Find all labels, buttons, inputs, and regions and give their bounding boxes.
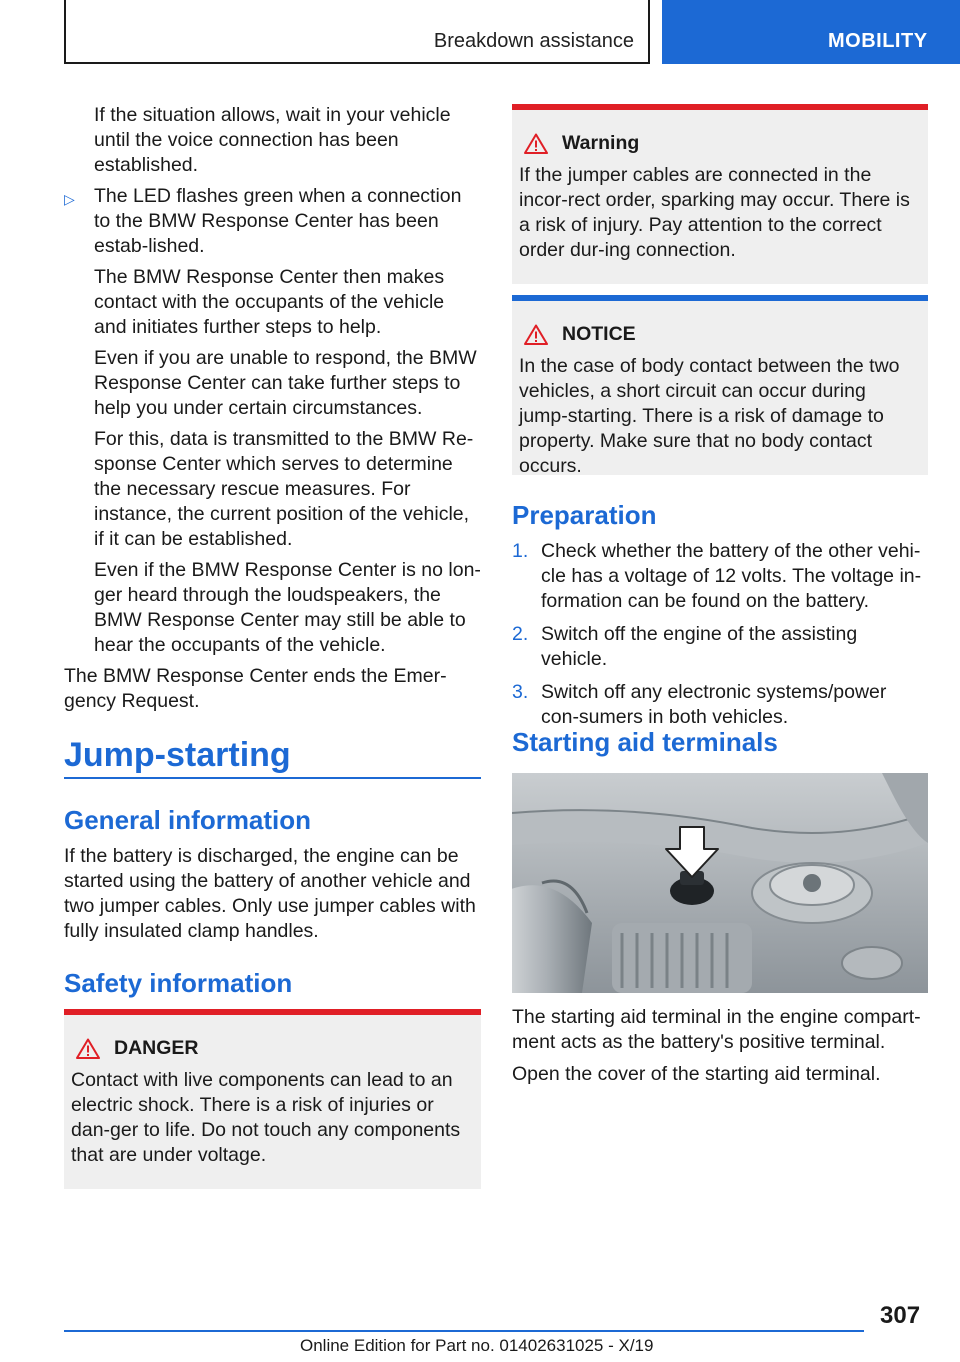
list-item <box>512 680 928 730</box>
danger-title: DANGER <box>114 1037 199 1059</box>
notice-title-row <box>524 323 928 346</box>
heading-jump-starting: Jump-starting <box>64 736 291 774</box>
notice-box <box>512 295 928 475</box>
heading-preparation: Preparation <box>512 500 657 530</box>
heading-safety-information: Safety information <box>64 968 293 998</box>
warning-bar <box>512 104 928 110</box>
warning-title: Warning <box>562 132 640 154</box>
running-header-section <box>64 0 650 64</box>
step-text: Switch off the engine of the assisting vehicle. <box>541 623 858 670</box>
danger-text: Contact with live components can lead to an electric shock. There is a risk of injuries or dan-ger to life. Do not touch any components that are under voltage. <box>71 1069 461 1166</box>
terminal-description: The starting aid terminal in the engine compart-ment acts as the battery's positive terminal. <box>512 1006 921 1053</box>
heading-rule <box>64 777 481 779</box>
step-number: 3. <box>512 681 529 703</box>
general-information-text: If the battery is discharged, the engine can be started using the battery of another vehicle and two jumper cables. Only use jumper cables with fully insulated clamp handles. <box>64 845 476 942</box>
notice-title: NOTICE <box>562 323 636 345</box>
list-item <box>512 539 928 614</box>
left-column <box>64 103 482 714</box>
warning-box <box>512 104 928 284</box>
warning-text: If the jumper cables are connected in the incor-rect order, sparking may occur. There is a risk of injury. Pay attention to the correct order dur-ing connection. <box>519 164 910 261</box>
bullet-paragraph: For this, data is transmitted to the BMW Re-sponse Center which serves to determine the necessary rescue measures. For instance, the current position of the vehicle, if it can be established. <box>94 428 474 550</box>
warning-title-row <box>524 132 928 155</box>
closing-paragraph: The BMW Response Center ends the Emer-gency Request. <box>64 665 447 712</box>
running-header-chapter <box>662 0 960 64</box>
bullet-paragraph: The BMW Response Center then makes contact with the occupants of the vehicle and initiates further steps to help. <box>94 266 445 338</box>
danger-box <box>64 1009 481 1189</box>
page-number: 307 <box>880 1302 921 1329</box>
heading-starting-aid-terminals: Starting aid terminals <box>512 727 778 757</box>
step-number: 1. <box>512 540 529 562</box>
list-item <box>512 622 928 672</box>
chapter-title: MOBILITY <box>828 30 928 52</box>
intro-paragraph: If the situation allows, wait in your vehicle until the voice connection has been established. <box>94 104 451 176</box>
bullet-paragraph: Even if the BMW Response Center is no lon-ger heard through the loudspeakers, the BMW Response Center may still be able to hear the occupants of the vehicle. <box>94 559 481 656</box>
footer-rule <box>64 1330 864 1332</box>
notice-bar <box>512 295 928 301</box>
engine-illustration <box>512 773 928 993</box>
list-item <box>64 184 482 259</box>
bullet-paragraph: Even if you are unable to respond, the BMW Response Center can take further steps to help you under certain circumstances. <box>94 347 477 419</box>
warning-triangle-icon <box>524 133 548 154</box>
preparation-steps <box>512 539 928 738</box>
step-text: Switch off any electronic systems/power con-sumers in both vehicles. <box>541 681 887 728</box>
section-title: Breakdown assistance <box>433 30 634 52</box>
heading-general-information: General information <box>64 805 312 835</box>
step-text: Check whether the battery of the other vehi-cle has a voltage of 12 volts. The voltage in-formation can be found on the battery. <box>541 540 922 612</box>
notice-text: In the case of body contact between the two vehicles, a short circuit can occur during jump-starting. There is a risk of damage to property. Make sure that no body contact occurs. <box>519 355 900 477</box>
bullet-marker: ▷ <box>64 191 75 207</box>
engine-compartment-image <box>512 773 928 993</box>
danger-title-row <box>76 1037 481 1060</box>
danger-bar <box>64 1009 481 1015</box>
bullet-text: The LED flashes green when a connection to the BMW Response Center has been estab-lished. <box>94 185 462 257</box>
warning-triangle-icon <box>76 1038 100 1059</box>
step-number: 2. <box>512 623 529 645</box>
terminal-instruction: Open the cover of the starting aid terminal. <box>512 1063 881 1085</box>
footer-edition: Online Edition for Part no. 01402631025 - X/19 <box>300 1336 654 1355</box>
warning-triangle-icon <box>524 324 548 345</box>
